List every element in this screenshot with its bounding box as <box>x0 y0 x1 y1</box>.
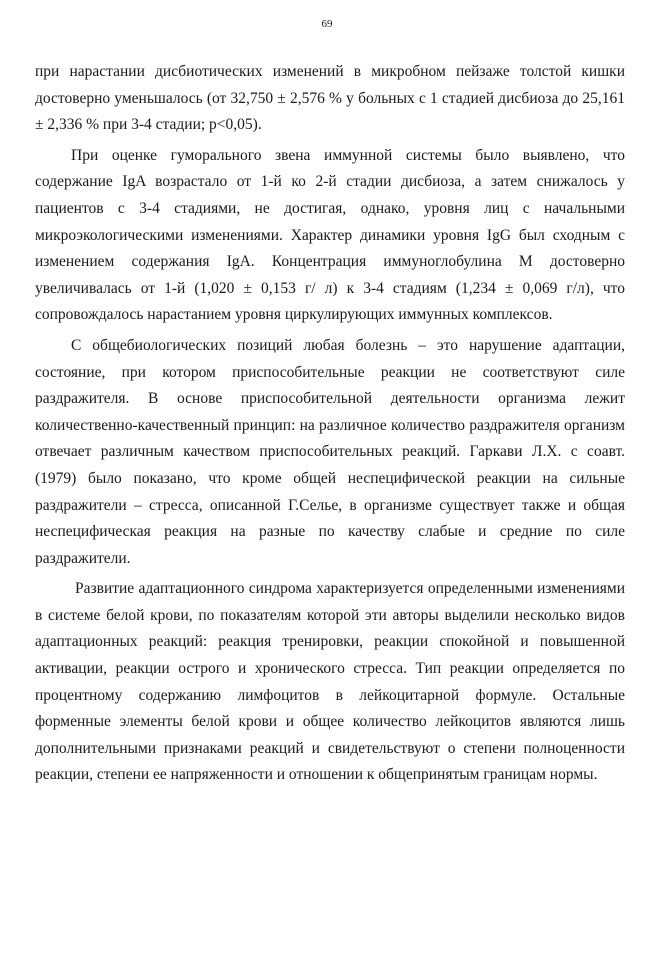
paragraph-continuation: при нарастании дисбиотических изменений в микробном пейзаже толстой кишки достоверно уменьшалось (от 32,750 ± 2,576 % у больных с 1 стадией дисбиоза до 25,161 ± 2,336 % при 3-4 стадии; р<0,05). <box>35 63 625 134</box>
body-text <box>35 59 625 789</box>
paragraph-adaptation-syndrome: Развитие адаптационного синдрома характеризуется определенными изменениями в системе белой крови, по показателям которой эти авторы выделили несколько видов адаптационных реакций: реакция тренировки, реакции спокойной и повышенной активации, реакции острого и хронического стресса. Тип реакции определяется по процентному содержанию лимфоцитов в лейкоцитарной формуле. Остальные форменные элементы белой крови и общее количество лейкоцитов являются лишь дополнительными признаками реакций и свидетельствуют о степени полноценности реакции, степени ее напряженности и отношении к общепринятым границам нормы. <box>35 580 625 784</box>
page-number: 69 <box>321 18 333 30</box>
paragraph-humoral-immunity: При оценке гуморального звена иммунной системы было выявлено, что содержание IgA возрастало от 1-й ко 2-й стадии дисбиоза, а затем снижалось у пациентов с 3-4 стадиями, не достигая, однако, уровня лиц с начальными микроэкологическими изменениями. Характер динамики уровня IgG был сходным с изменением содержания IgA. Концентрация иммуноглобулина М достоверно увеличивалась от 1-й (1,020 ± 0,153 г/ л) к 3-4 стадиям (1,234 ± 0,069 г/л), что сопровождалось нарастанием уровня циркулирующих иммунных комплексов. <box>35 146 625 324</box>
paragraph-adaptation: С общебиологических позиций любая болезнь – это нарушение адаптации, состояние, при котором приспособительные реакции не соответствуют силе раздражителя. В основе приспособительной деятельности организма лежит количественно-качественный принцип: на различное количество раздражителя организм отвечает различным качеством приспособительных реакций. Гаркави Л.Х. с соавт. (1979) было показано, что кроме общей неспецифической реакции на сильные раздражители – стресса, описанной Г.Селье, в организме существует также и общая неспецифическая реакция на разные по качеству слабые и средние по силе раздражители. <box>35 336 625 567</box>
